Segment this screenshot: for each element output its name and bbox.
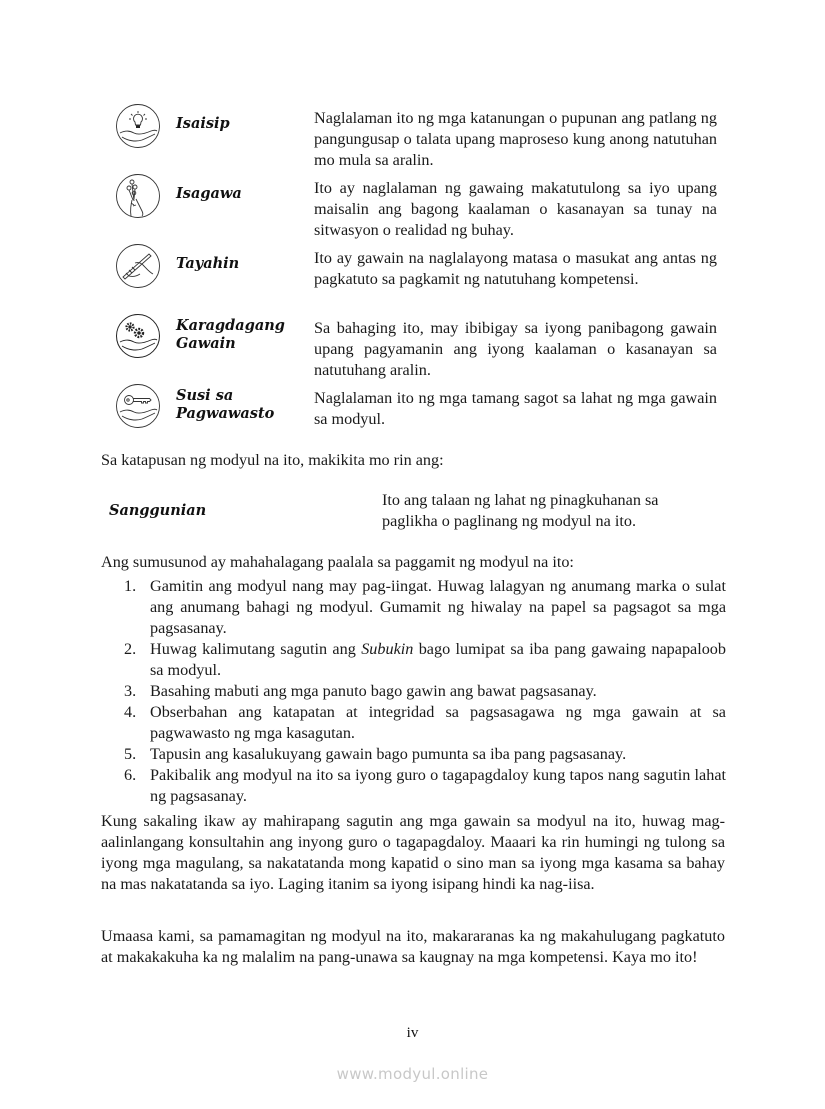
section-description: Sa bahaging ito, may ibibigay sa iyong panibagong gawain upang pagyamanin ang iyong kaalaman o kasanayan sa natutuhang aralin. — [314, 319, 717, 379]
list-item-text — [150, 640, 726, 679]
list-item — [124, 681, 726, 702]
section-description: Ito ay naglalaman ng gawaing makatutulong sa iyo upang maisalin ang bagong kaalaman o kasanayan sa tunay na sitwasyon o realidad ng buhay. — [314, 179, 717, 239]
end-intro-text: Sa katapusan ng modyul na ito, makikita mo rin ang: — [101, 451, 444, 469]
section-label-line2: Gawain — [176, 335, 236, 352]
list-item-number: 4. — [124, 703, 137, 721]
list-item-text: Obserbahan ang katapatan at integridad sa pagsasagawa ng mga gawain at sa pagwawasto ng mga kasagutan. — [150, 703, 726, 742]
list-item — [124, 702, 726, 744]
list-item-number: 3. — [124, 682, 137, 700]
closing-paragraph: Umaasa kami, sa pamamagitan ng modyul na ito, makararanas ka ng makahulugang pagkatuto at makakakuha ka ng malalim na pang-unawa sa kaugnay na mga kompetensi. Kaya mo ito! — [101, 927, 725, 966]
list-item-number: 1. — [124, 577, 137, 595]
list-item — [124, 765, 726, 807]
section-karagdagang-gawain — [100, 313, 725, 379]
list-item-number: 6. — [124, 766, 137, 784]
section-label-line2: Pagwawasto — [176, 405, 275, 422]
section-tayahin — [100, 243, 725, 303]
section-label — [176, 317, 285, 353]
gears-hand-icon — [115, 313, 161, 359]
sanggunian-description — [382, 490, 727, 532]
sanggunian-label: Sanggunian — [109, 502, 207, 519]
section-description: Ito ay gawain na naglalayong matasa o masukat ang antas ng pagkatuto sa pagkamit ng natutuhang kompetensi. — [314, 249, 717, 288]
sanggunian-description-line1: Ito ang talaan ng lahat ng pinagkuhanan sa — [382, 491, 659, 509]
list-item — [124, 639, 726, 681]
list-item-text: Basahing mabuti ang mga panuto bago gawin ang bawat pagsasanay. — [150, 682, 597, 700]
hand-pen-icon — [115, 243, 161, 289]
list-item-text-before: Huwag kalimutang sagutin ang — [150, 640, 362, 658]
hand-flowers-icon — [115, 173, 161, 219]
list-item-text: Gamitin ang modyul nang may pag-iingat. Huwag lalagyan ng anumang marka o sulat ang anumang bahagi ng modyul. Gumamit ng hiwalay na papel sa pagsagot sa mga pagsasanay. — [150, 577, 726, 637]
list-item-text: Pakibalik ang modyul na ito sa iyong guro o tagapagdaloy kung tapos nang sagutin lahat ng pagsasanay. — [150, 766, 726, 805]
notes-intro-text: Ang sumusunod ay mahahalagang paalala sa paggamit ng modyul na ito: — [101, 553, 574, 571]
reminders-list — [124, 576, 726, 807]
help-paragraph: Kung sakaling ikaw ay mahirapang sagutin ang mga gawain sa modyul na ito, huwag mag-aalinlangang konsultahin ang inyong guro o tagapagdaloy. Maaari ka rin humingi ng tulong sa iyong mga magulang, sa nakatatanda mong kapatid o sino man sa iyong mga kasama sa bahay na mas nakatatanda sa iyo. Laging itanim sa iyong isipang hindi ka nag-iisa. — [101, 812, 725, 893]
list-item — [124, 744, 726, 765]
list-item-number: 5. — [124, 745, 137, 763]
section-isagawa — [100, 173, 725, 239]
sanggunian-description-line2: paglikha o paglinang ng modyul na ito. — [382, 512, 637, 530]
section-label: Isagawa — [176, 185, 242, 202]
section-label: Isaisip — [176, 115, 230, 132]
list-item-text: Tapusin ang kasalukuyang gawain bago pumunta sa iba pang pagsasanay. — [150, 745, 627, 763]
section-description: Naglalaman ito ng mga katanungan o pupunan ang patlang ng pangungusap o talata upang maproseso kung anong natutuhan mo mula sa aralin. — [314, 109, 717, 169]
section-label: Tayahin — [176, 255, 240, 272]
section-label-line1: Karagdagang — [176, 317, 285, 334]
list-item — [124, 576, 726, 639]
list-item-text-after: bago lumipat sa iba pang gawaing napapaloob sa modyul. — [150, 640, 726, 679]
watermark: www.modyul.online — [336, 1065, 489, 1083]
section-susi-sa-pagwawasto — [100, 383, 725, 433]
section-description: Naglalaman ito ng mga tamang sagot sa lahat ng mga gawain sa modyul. — [314, 389, 717, 428]
key-hand-icon — [115, 383, 161, 429]
list-item-number: 2. — [124, 640, 137, 658]
section-label-line1: Susi sa — [176, 387, 234, 404]
section-isaisip — [100, 103, 725, 169]
subukin-emphasis: Subukin — [361, 640, 414, 658]
page-number: iv — [406, 1025, 419, 1041]
lightbulb-hand-icon — [115, 103, 161, 149]
section-label — [176, 387, 274, 423]
